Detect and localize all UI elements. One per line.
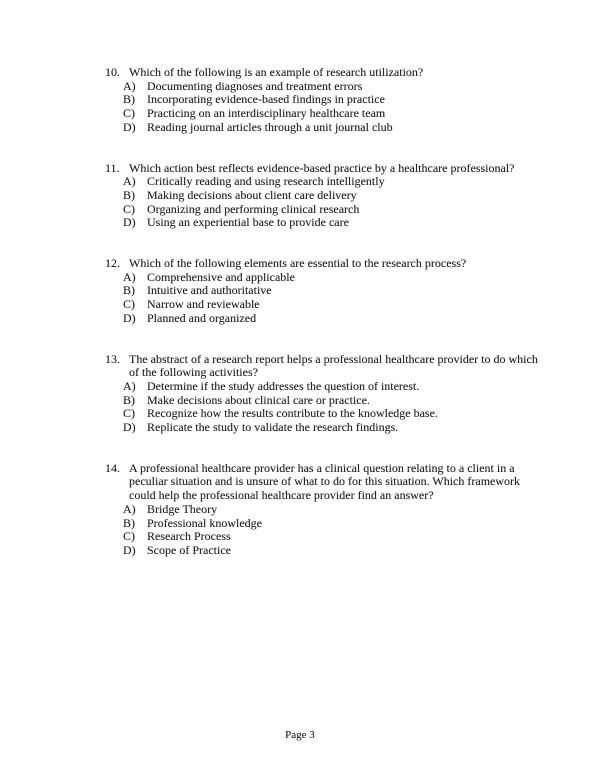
answer-option [123, 93, 548, 107]
question-block [105, 353, 548, 435]
answer-option [123, 421, 548, 435]
question-text: Which of the following is an example of research utilization? [129, 65, 424, 79]
answer-option [123, 284, 548, 298]
option-text: Professional knowledge [147, 515, 262, 530]
option-text: Making decisions about client care delivery [147, 187, 357, 202]
option-letter: B) [123, 187, 135, 202]
option-text: Make decisions about clinical care or practice. [147, 392, 370, 407]
question-block [105, 257, 548, 326]
option-text: Intuitive and authoritative [147, 283, 272, 298]
question-text: Which action best reflects evidence-based practice by a healthcare professional? [129, 160, 515, 175]
answer-option [123, 121, 548, 135]
option-text: Incorporating evidence-based findings in practice [147, 92, 385, 107]
question-row [105, 66, 548, 80]
question-number: 14. [105, 460, 120, 475]
question-number: 10. [105, 65, 120, 79]
option-letter: A) [123, 378, 136, 393]
questions-list [105, 66, 548, 585]
option-text: Recognize how the results contribute to the knowledge base. [147, 406, 438, 421]
answer-option [123, 394, 548, 408]
option-letter: C) [123, 201, 135, 216]
question-block [105, 66, 548, 135]
question-text: The abstract of a research report helps a professional healthcare provider to do which of the following activities? [129, 351, 538, 380]
answer-option [123, 407, 548, 421]
answer-option [123, 298, 548, 312]
options-list [105, 271, 548, 326]
answer-option [123, 380, 548, 394]
option-text: Bridge Theory [147, 501, 218, 516]
question-row [105, 257, 548, 271]
options-list [105, 175, 548, 230]
option-letter: A) [123, 269, 136, 284]
options-list [105, 503, 548, 558]
answer-option [123, 530, 548, 544]
answer-option [123, 503, 548, 517]
option-text: Practicing on an interdisciplinary healthcare team [147, 106, 386, 121]
answer-option [123, 271, 548, 285]
option-letter: D) [123, 310, 136, 325]
option-letter: B) [123, 392, 135, 407]
option-letter: B) [123, 92, 135, 107]
option-text: Comprehensive and applicable [147, 269, 295, 284]
answer-option [123, 216, 548, 230]
answer-option [123, 107, 548, 121]
option-letter: A) [123, 501, 136, 516]
options-list [105, 80, 548, 135]
answer-option [123, 189, 548, 203]
option-letter: C) [123, 406, 135, 421]
question-number: 13. [105, 351, 120, 366]
option-text: Scope of Practice [147, 542, 231, 557]
question-number: 12. [105, 256, 120, 271]
option-letter: D) [123, 215, 136, 230]
answer-option [123, 312, 548, 326]
question-row [105, 162, 548, 176]
option-letter: B) [123, 283, 135, 298]
option-letter: D) [123, 119, 136, 134]
question-block [105, 462, 548, 558]
option-text: Reading journal articles through a unit journal club [147, 119, 393, 134]
option-text: Narrow and reviewable [147, 297, 260, 312]
question-block [105, 162, 548, 231]
option-text: Organizing and performing clinical research [147, 201, 360, 216]
answer-option [123, 80, 548, 94]
option-letter: D) [123, 420, 136, 435]
option-text: Replicate the study to validate the research findings. [147, 420, 399, 435]
answer-option [123, 544, 548, 558]
option-letter: C) [123, 106, 135, 121]
question-text: A professional healthcare provider has a clinical question relating to a client in a peculiar situation and is unsure of what to do for this situation. Which framework could help the professional healthcare provider find an answer? [129, 460, 521, 503]
option-text: Research Process [147, 529, 231, 544]
option-text: Critically reading and using research intelligently [147, 174, 385, 189]
option-letter: A) [123, 78, 136, 93]
option-text: Using an experiential base to provide care [147, 215, 349, 230]
option-letter: A) [123, 174, 136, 189]
question-row [105, 462, 548, 503]
question-number: 11. [105, 160, 120, 175]
option-letter: C) [123, 297, 135, 312]
option-text: Planned and organized [147, 310, 257, 325]
answer-option [123, 203, 548, 217]
option-letter: D) [123, 542, 136, 557]
question-text: Which of the following elements are essential to the research process? [129, 256, 467, 271]
option-letter: C) [123, 529, 135, 544]
option-letter: B) [123, 515, 135, 530]
option-text: Determine if the study addresses the question of interest. [147, 378, 420, 393]
option-text: Documenting diagnoses and treatment errors [147, 78, 363, 93]
question-row [105, 353, 548, 380]
options-list [105, 380, 548, 435]
page-number: Page 3 [285, 729, 315, 741]
answer-option [123, 517, 548, 531]
answer-option [123, 175, 548, 189]
